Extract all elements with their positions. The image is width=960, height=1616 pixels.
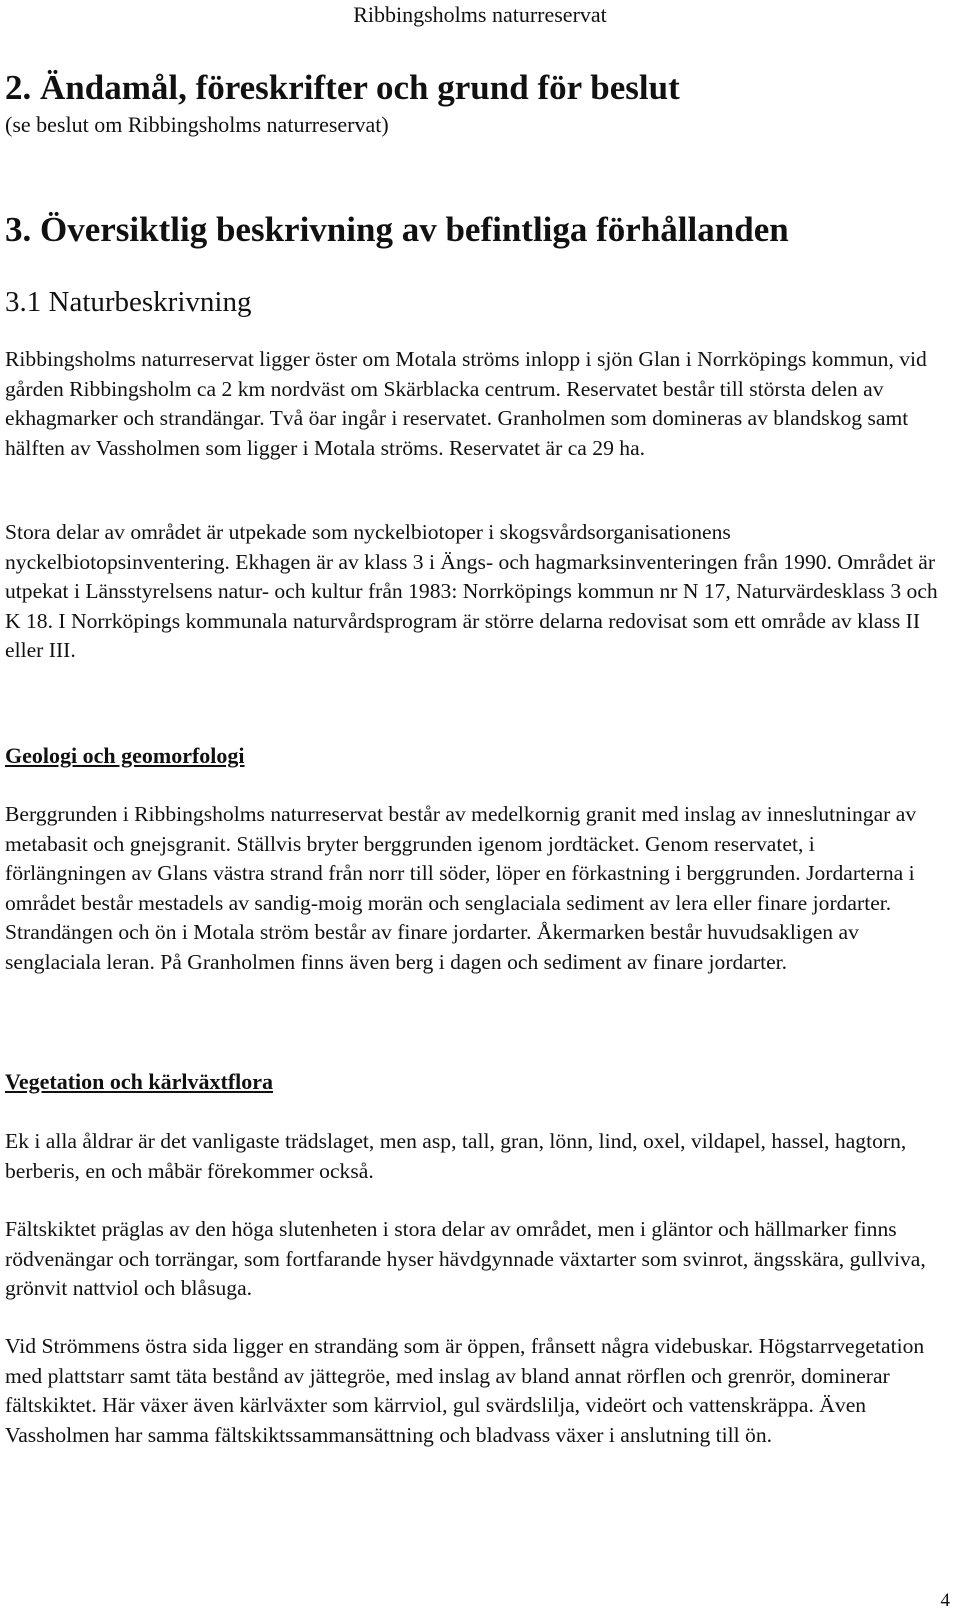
geologi-paragraph: Berggrunden i Ribbingsholms naturreservat består av medelkornig granit med inslag av inneslutningar av metabasit och gnejsgranit. Ställvis bryter berggrunden igenom jordtäcket. Genom reservatet, i förlängningen av Glans västra strand från norr till söder, löper en förkastning i berggrunden. Jordarterna i området består mestadels av sandig-moig morän och senglaciala sediment av lera eller finare jordarter. Strandängen och ön i Motala ström består av finare jordarter. Åkermarken består huvudsakligen av senglaciala leran. På Granholmen finns även berg i dagen och sediment av finare jordarter. [5, 802, 917, 974]
naturbeskrivning-paragraph-1: Ribbingsholms naturreservat ligger öster om Motala ströms inlopp i sjön Glan i Norrköpings kommun, vid gården Ribbingsholm ca 2 km nordväst om Skärblacka centrum. Reservatet består till största delen av ekhagmarker och strandängar. Två öar ingår i reservatet. Granholmen som domineras av blandskog samt hälften av Vassholmen som ligger i Motala ströms. Reservatet är ca 29 ha. [5, 347, 927, 460]
vegetation-heading: Vegetation och kärlväxtflora [5, 1069, 274, 1094]
vegetation-paragraph-2: Fältskiktet präglas av den höga slutenheten i stora delar av området, men i gläntor och hällmarker finns rödvenängar och torrängar, som fortfarande hyser hävdgynnade växtarter som svinrot, ängsskära, gullviva, grönvit nattviol och blåsuga. [5, 1217, 926, 1300]
vegetation-paragraph-1: Ek i alla åldrar är det vanligaste trädslaget, men asp, tall, gran, lönn, lind, oxel, vildapel, hassel, hagtorn, berberis, en och måbär förekommer också. [5, 1129, 907, 1183]
section-3-1-heading: 3.1 Naturbeskrivning [5, 286, 252, 318]
page-header: Ribbingsholms naturreservat [353, 2, 607, 27]
section-2-heading: 2. Ändamål, föreskrifter och grund för beslut [5, 68, 680, 107]
section-3-heading: 3. Översiktlig beskrivning av befintliga förhållanden [5, 210, 789, 249]
geologi-heading: Geologi och geomorfologi [5, 743, 245, 768]
vegetation-paragraph-3: Vid Strömmens östra sida ligger en strandäng som är öppen, frånsett några videbuskar. Högstarrvegetation med plattstarr samt täta bestånd av jättegröe, med inslag av bland annat rörflen och grenrör, dominerar fältskiktet. Här växer även kärlväxter som kärrviol, gul svärdslilja, videört och vattenskräppa. Även Vassholmen har samma fältskiktssammansättning och bladvass växer i anslutning till ön. [5, 1334, 925, 1447]
page-number: 4 [940, 1590, 950, 1611]
naturbeskrivning-paragraph-2: Stora delar av området är utpekade som nyckelbiotoper i skogsvårdsorganisationens nyckelbiotopsinventering. Ekhagen är av klass 3 i Ängs- och hagmarksinventeringen från 1990. Området är utpekat i Länsstyrelsens natur- och kultur från 1983: Norrköpings kommun nr N 17, Naturvärdesklass 3 och K 18. I Norrköpings kommunala naturvårdsprogram är större delarna redovisat som ett område av klass II eller III. [5, 520, 938, 662]
section-2-note: (se beslut om Ribbingsholms naturreservat) [5, 112, 389, 137]
